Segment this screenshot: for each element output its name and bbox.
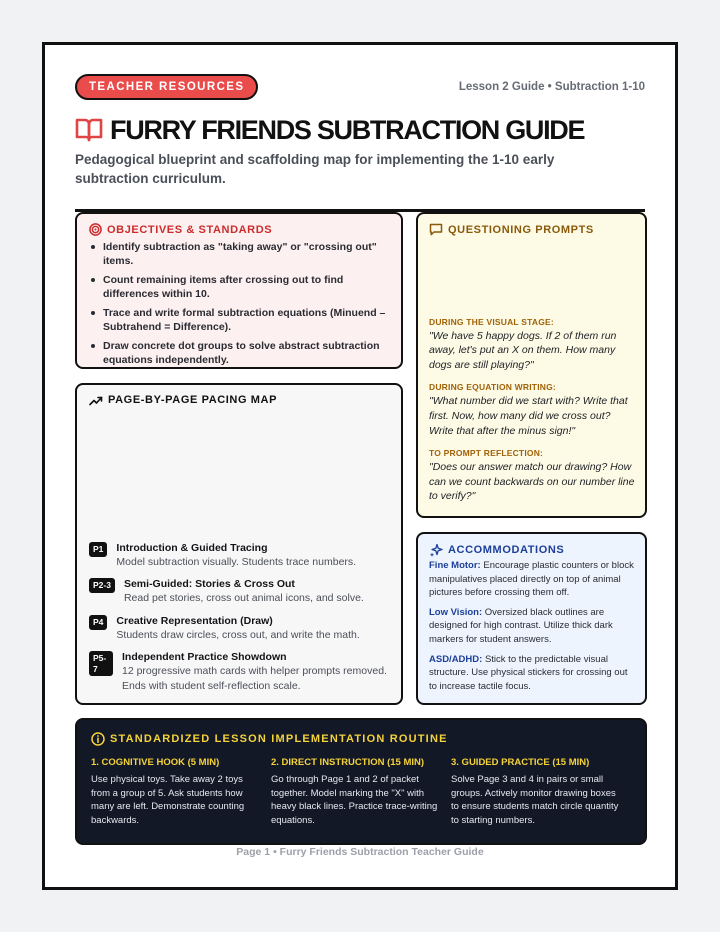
routine-step	[451, 757, 631, 827]
page-badge: P5-7	[89, 651, 113, 676]
pacing-item	[89, 650, 391, 693]
prompt-label: DURING EQUATION WRITING:	[429, 382, 556, 393]
objective-item: Identify subtraction as "taking away" or "crossing out" items.	[89, 240, 389, 268]
pacing-item-title: Creative Representation (Draw)	[116, 614, 273, 627]
accommodation-item	[429, 559, 634, 600]
routine-step-title: 2. DIRECT INSTRUCTION (15 MIN)	[271, 757, 425, 768]
objectives-heading	[89, 223, 389, 236]
pacing-map-card	[75, 383, 403, 705]
info-icon	[91, 732, 105, 746]
pacing-item	[89, 577, 391, 606]
accommodation-text: Encourage plastic counters or block manipulatives placed directly on top of animal pictures before crossing them off.	[429, 560, 634, 599]
page-footer: Page 1 • Furry Friends Subtraction Teacher Guide	[236, 846, 484, 858]
routine-heading	[91, 732, 631, 746]
routine-heading-text: STANDARDIZED LESSON IMPLEMENTATION ROUTINE	[110, 733, 448, 745]
guide-page	[42, 42, 678, 890]
accommodation-text: Stick to the predictable visual structure. Use physical stickers for crossing out to increase tactile focus.	[429, 653, 628, 692]
objective-item: Trace and write formal subtraction equations (Minuend – Subtrahend = Difference).	[89, 306, 389, 334]
pacing-item-title: Introduction & Guided Tracing	[116, 541, 268, 554]
page-badge: P1	[89, 542, 107, 557]
pacing-item	[89, 541, 391, 570]
accommodation-item	[429, 653, 634, 694]
prompt-text: "What number did we start with? Write that first. Now, how many did we cross out? Write that after the minus sign!"	[429, 395, 628, 437]
teacher-resources-badge: TEACHER RESOURCES	[75, 74, 258, 100]
accommodation-item	[429, 606, 634, 647]
page-title: FURRY FRIENDS SUBTRACTION GUIDE	[110, 114, 585, 145]
pacing-list	[89, 541, 391, 694]
target-icon	[89, 223, 102, 236]
routine-step-title: 1. COGNITIVE HOOK (5 MIN)	[91, 757, 220, 768]
objective-item: Draw concrete dot groups to solve abstract subtraction equations independently.	[89, 339, 389, 367]
objective-item: Count remaining items after crossing out to find differences within 10.	[89, 273, 389, 301]
questioning-card	[416, 212, 647, 518]
pacing-item-title: Semi-Guided: Stories & Cross Out	[123, 578, 295, 590]
objectives-list	[89, 240, 389, 367]
questioning-prompts	[429, 317, 635, 504]
accommodation-label: Low Vision:	[429, 606, 483, 618]
accommodations-heading-text: ACCOMMODATIONS	[448, 544, 565, 556]
prompt-label: TO PROMPT REFLECTION:	[429, 448, 544, 459]
questioning-heading	[429, 223, 634, 236]
lesson-meta: Lesson 2 Guide • Subtraction 1-10	[458, 81, 645, 93]
page-badge: P2-3	[89, 578, 115, 593]
pacing-item-title: Independent Practice Showdown	[122, 651, 287, 663]
pacing-item	[89, 614, 391, 643]
pacing-item-desc: Read pet stories, cross out animal icons, and solve.	[123, 592, 364, 604]
routine-step	[271, 757, 451, 827]
pacing-item-desc: Students draw circles, cross out, and write the math.	[116, 628, 360, 641]
book-open-icon	[75, 117, 103, 143]
accommodations-card	[416, 532, 647, 705]
routine-step-text: Solve Page 3 and 4 in pairs or small groups. Actively monitor drawing boxes to ensure students match circle quantity to starting numbers.	[451, 774, 619, 826]
accommodation-text: Oversized black outlines are designed for high contrast. Utilize thick dark markers for student answers.	[429, 606, 613, 645]
routine-step-title: 3. GUIDED PRACTICE (15 MIN)	[451, 757, 590, 768]
page-subtitle: Pedagogical blueprint and scaffolding map for implementing the 1-10 early subtraction curriculum.	[75, 152, 555, 186]
routine-columns	[91, 757, 631, 827]
routine-step	[91, 757, 271, 827]
prompt-text: "We have 5 happy dogs. If 2 of them run away, let's put an X on them. How many dogs are still playing?"	[429, 329, 617, 371]
objectives-heading-text: OBJECTIVES & STANDARDS	[107, 223, 273, 236]
top-bar	[75, 74, 645, 100]
pacing-item-desc: 12 progressive math cards with helper prompts removed. Ends with student self-reflection scale.	[122, 665, 387, 692]
routine-step-text: Go through Page 1 and 2 of packet together. Model marking the "X" with heavy black lines. Practice trace-writing equations.	[271, 774, 438, 826]
pacing-heading-text: PAGE-BY-PAGE PACING MAP	[108, 394, 278, 406]
pacing-heading	[89, 394, 389, 406]
page-badge: P4	[89, 615, 107, 630]
routine-card	[75, 718, 647, 845]
title-row	[75, 113, 645, 147]
objectives-card	[75, 212, 403, 369]
prompt-label: DURING THE VISUAL STAGE:	[429, 316, 554, 327]
pacing-item-desc: Model subtraction visually. Students trace numbers.	[116, 555, 357, 568]
accommodation-label: ASD/ADHD:	[429, 653, 483, 665]
prompt-text: "Does our answer match our drawing? How can we count backwards on our number line to verify?"	[429, 461, 635, 503]
accommodation-label: Fine Motor:	[429, 560, 481, 571]
sparkles-icon	[429, 543, 443, 557]
questioning-heading-text: QUESTIONING PROMPTS	[448, 223, 594, 236]
message-square-icon	[429, 223, 443, 236]
accommodations-heading	[429, 543, 634, 557]
trending-up-icon	[89, 395, 103, 406]
routine-step-text: Use physical toys. Take away 2 toys from a group of 5. Ask students how many are left. Demonstrate counting backwards.	[91, 774, 245, 826]
